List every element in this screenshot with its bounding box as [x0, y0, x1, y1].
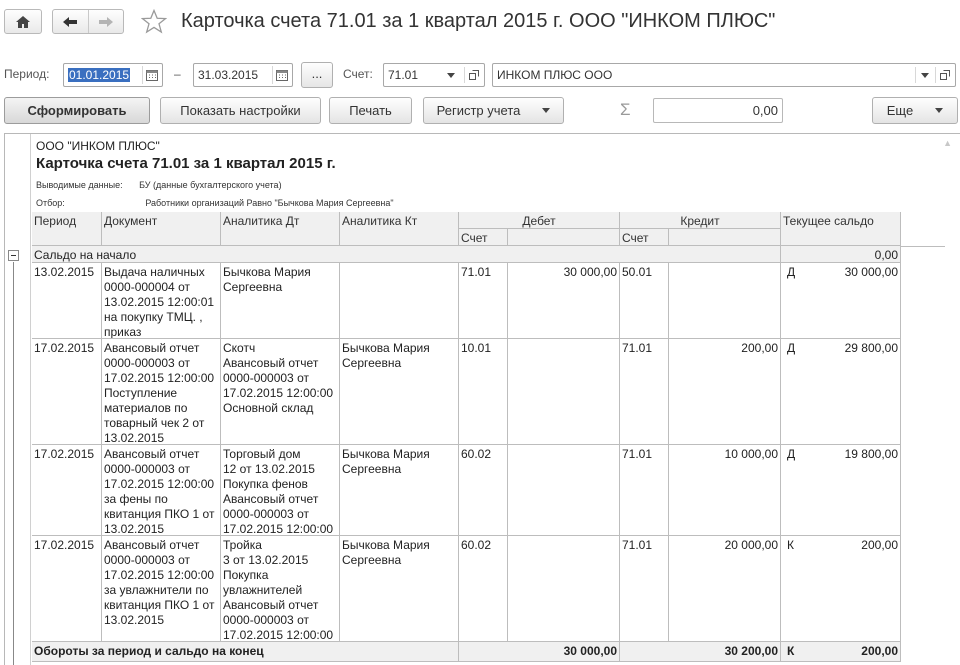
- row-document-line: 17.02.2015 12:00:00: [104, 371, 215, 385]
- row-balance-value: 30 000,00: [844, 265, 898, 279]
- toolbar: [0, 97, 960, 125]
- row-document: [102, 445, 221, 536]
- row-balance-type: Д: [787, 341, 796, 355]
- row-analytics-dt-line: Тройка: [223, 538, 262, 552]
- row-credit-account: 71.01: [620, 536, 669, 642]
- row-document-line: 13.02.2015: [104, 522, 165, 536]
- row-document-line: 17.02.2015 12:00:00: [104, 477, 215, 491]
- row-analytics-dt-line: Торговый дом: [223, 447, 301, 461]
- row-analytics-kt-line: Бычкова Мария: [342, 447, 430, 461]
- chevron-down-icon: [542, 108, 550, 113]
- row-analytics-dt: [221, 536, 340, 642]
- row-credit-sum: 10 000,00: [669, 445, 781, 536]
- row-analytics-dt-line: Основной склад: [223, 401, 314, 415]
- window-title: Карточка счета 71.01 за 1 квартал 2015 г. ООО "ИНКОМ ПЛЮС": [181, 10, 776, 32]
- row-analytics-dt-line: 17.02.2015 12:00:00: [223, 386, 334, 400]
- opening-balance-label: Сальдо на начало: [32, 246, 781, 263]
- navigation-buttons: [52, 9, 124, 34]
- row-credit-sum: 20 000,00: [669, 536, 781, 642]
- row-analytics-dt-line: 0000-000003 от: [223, 507, 309, 521]
- period-dash: –: [174, 67, 181, 81]
- row-analytics-dt-line: 3 от 13.02.2015: [223, 553, 309, 567]
- row-analytics-dt: [221, 339, 340, 445]
- row-document-line: Авансовый отчет: [104, 538, 200, 552]
- period-label: Период:: [4, 67, 50, 81]
- more-button[interactable]: [872, 97, 958, 124]
- row-analytics-dt-line: Покупка: [223, 568, 269, 582]
- row-debit-account: 71.01: [459, 263, 508, 339]
- row-document-line: приказ: [104, 325, 142, 339]
- chevron-down-icon: [935, 108, 943, 113]
- star-icon[interactable]: [141, 9, 167, 34]
- report-area[interactable]: [4, 133, 960, 665]
- row-debit-sum: [508, 339, 620, 445]
- row-balance: [781, 263, 901, 339]
- row-document-line: 13.02.2015: [104, 613, 165, 627]
- forward-button[interactable]: [88, 10, 123, 33]
- row-date: 17.02.2015: [32, 339, 102, 445]
- row-balance-value: 19 800,00: [844, 447, 898, 461]
- show-settings-button[interactable]: Показать настройки: [160, 97, 321, 124]
- row-balance-type: Д: [787, 447, 796, 461]
- output-label: Выводимые данные:: [36, 180, 123, 190]
- row-date: 13.02.2015: [32, 263, 102, 339]
- column-header-credit-account: Счет: [620, 229, 669, 246]
- row-document-line: 0000-000003 от: [104, 462, 190, 476]
- row-analytics-kt: [340, 445, 459, 536]
- totals-balance: [781, 642, 901, 662]
- row-balance-value: 29 800,00: [844, 341, 898, 355]
- row-analytics-kt: [340, 339, 459, 445]
- totals-balance-type: К: [787, 644, 795, 658]
- home-icon: [15, 15, 31, 29]
- sigma-icon: Σ: [620, 100, 631, 119]
- row-debit-account: 60.02: [459, 536, 508, 642]
- row-analytics-kt-line: Сергеевна: [342, 356, 402, 370]
- column-header-analytics-kt: Аналитика Кт: [340, 212, 459, 246]
- totals-credit: 30 200,00: [620, 642, 781, 662]
- report-title: Карточка счета 71.01 за 1 квартал 2015 г.: [36, 155, 336, 172]
- row-document: [102, 263, 221, 339]
- row-credit-account: 50.01: [620, 263, 669, 339]
- column-header-credit-sum: [669, 229, 781, 246]
- row-document-line: материалов по: [104, 401, 188, 415]
- row-document: [102, 536, 221, 642]
- row-analytics-kt-line: Сергеевна: [342, 553, 402, 567]
- row-debit-sum: [508, 536, 620, 642]
- row-date: 17.02.2015: [32, 536, 102, 642]
- generate-button[interactable]: Сформировать: [4, 97, 150, 124]
- chevron-down-icon[interactable]: [915, 67, 933, 83]
- row-analytics-dt-line: 17.02.2015 12:00:00: [223, 628, 334, 642]
- account-field[interactable]: [383, 63, 485, 87]
- row-analytics-kt-line: Бычкова Мария: [342, 538, 430, 552]
- row-debit-account: 60.02: [459, 445, 508, 536]
- row-document-line: за фены по: [104, 492, 168, 506]
- row-credit-account: 71.01: [620, 445, 669, 536]
- column-header-debit: Дебет: [459, 212, 620, 229]
- home-button[interactable]: [4, 9, 42, 34]
- column-header-balance: Текущее сальдо: [781, 212, 901, 246]
- row-analytics-kt-line: Бычкова Мария: [342, 341, 430, 355]
- open-icon[interactable]: [935, 67, 953, 83]
- row-debit-sum: [508, 445, 620, 536]
- output-value: БУ (данные бухгалтерского учета): [139, 180, 282, 190]
- back-button[interactable]: [53, 10, 88, 33]
- row-analytics-dt-line: 17.02.2015 12:00:00: [223, 522, 334, 536]
- row-analytics-dt-line: увлажнителей: [223, 583, 303, 597]
- row-date: 17.02.2015: [32, 445, 102, 536]
- row-document-line: 0000-000004 от: [104, 280, 190, 294]
- row-analytics-dt: [221, 445, 340, 536]
- column-header-period: Период: [32, 212, 102, 246]
- row-analytics-dt-line: Бычкова Мария: [223, 265, 311, 279]
- date-to-field[interactable]: [193, 63, 293, 87]
- row-analytics-dt-line: Скотч: [223, 341, 256, 355]
- totals-label: Обороты за период и сальдо на конец: [32, 642, 459, 662]
- row-balance: [781, 536, 901, 642]
- row-document-line: 17.02.2015 12:00:00: [104, 568, 215, 582]
- organization-field[interactable]: [492, 63, 956, 87]
- filter-label: Отбор:: [36, 198, 65, 208]
- sum-field: [653, 98, 783, 123]
- row-balance-type: К: [787, 538, 794, 552]
- filter-value: Работники организаций Равно "Бычкова Мария Сергеевна": [145, 198, 394, 208]
- row-document-line: за увлажнители по: [104, 583, 209, 597]
- date-to-value: 31.03.2015: [198, 68, 259, 82]
- organization-value: ИНКОМ ПЛЮС ООО: [497, 68, 613, 82]
- opening-row-rule: [901, 246, 945, 247]
- row-analytics-kt-line: Сергеевна: [342, 462, 402, 476]
- row-document-line: Выдача наличных: [104, 265, 205, 279]
- period-select-button[interactable]: ...: [301, 62, 333, 88]
- row-document-line: товарный чек 2 от: [104, 416, 205, 430]
- row-balance-type: Д: [787, 265, 796, 279]
- row-balance: [781, 339, 901, 445]
- row-credit-sum: [669, 263, 781, 339]
- register-label: Регистр учета: [436, 103, 521, 118]
- sum-value: 0,00: [752, 103, 778, 118]
- row-document-line: 0000-000003 от: [104, 553, 190, 567]
- row-analytics-dt-line: Авансовый отчет: [223, 356, 319, 370]
- row-balance-value: 200,00: [861, 538, 898, 552]
- row-analytics-dt-line: Авансовый отчет: [223, 598, 319, 612]
- opening-balance-value: 0,00: [781, 246, 901, 263]
- arrow-left-icon: [62, 16, 78, 28]
- column-header-credit: Кредит: [620, 212, 781, 229]
- row-analytics-kt: [340, 536, 459, 642]
- row-analytics-dt: [221, 263, 340, 339]
- totals-balance-value: 200,00: [861, 644, 898, 658]
- filter-row: [0, 62, 960, 88]
- row-document: [102, 339, 221, 445]
- account-label: Счет:: [343, 67, 373, 81]
- row-document-line: Авансовый отчет: [104, 447, 200, 461]
- calendar-icon[interactable]: [272, 66, 290, 84]
- date-from-field[interactable]: [63, 63, 163, 87]
- row-analytics-dt-line: Покупка фенов: [223, 477, 308, 491]
- calendar-icon[interactable]: [142, 66, 160, 84]
- row-analytics-dt-line: 0000-000003 от: [223, 371, 309, 385]
- report-table: [5, 134, 960, 665]
- date-from-value: 01.01.2015: [69, 68, 130, 82]
- row-document-line: на покупку ТМЦ. ,: [104, 310, 203, 324]
- account-value: 71.01: [388, 68, 419, 82]
- row-debit-account: 10.01: [459, 339, 508, 445]
- row-credit-account: 71.01: [620, 339, 669, 445]
- row-analytics-dt-line: 0000-000003 от: [223, 613, 309, 627]
- row-document-line: Авансовый отчет: [104, 341, 200, 355]
- row-analytics-dt-line: 12 от 13.02.2015: [223, 462, 315, 476]
- row-document-line: Поступление: [104, 386, 178, 400]
- row-document-line: квитанция ПКО 1 от: [104, 507, 215, 521]
- chevron-down-icon[interactable]: [442, 67, 460, 83]
- row-analytics-dt-line: Сергеевна: [223, 280, 283, 294]
- row-document-line: квитанция ПКО 1 от: [104, 598, 215, 612]
- row-credit-sum: 200,00: [669, 339, 781, 445]
- register-button[interactable]: [423, 97, 564, 124]
- title-bar: [0, 0, 960, 46]
- row-analytics-dt-line: Авансовый отчет: [223, 492, 319, 506]
- row-analytics-kt: [340, 263, 459, 339]
- column-header-debit-sum: [508, 229, 620, 246]
- scroll-up-icon[interactable]: ▲: [943, 138, 952, 148]
- row-document-line: 13.02.2015 12:00:01: [104, 295, 215, 309]
- print-button[interactable]: Печать: [329, 97, 412, 124]
- column-header-analytics-dt: Аналитика Дт: [221, 212, 340, 246]
- row-document-line: 13.02.2015: [104, 431, 165, 445]
- row-debit-sum: 30 000,00: [508, 263, 620, 339]
- row-balance: [781, 445, 901, 536]
- open-icon[interactable]: [464, 67, 482, 83]
- column-header-document: Документ: [102, 212, 221, 246]
- row-document-line: 0000-000003 от: [104, 356, 190, 370]
- column-header-debit-account: Счет: [459, 229, 508, 246]
- report-organization: ООО "ИНКОМ ПЛЮС": [36, 139, 160, 153]
- arrow-right-icon: [98, 16, 114, 28]
- more-label: Еще: [886, 103, 914, 118]
- totals-debit: 30 000,00: [459, 642, 620, 662]
